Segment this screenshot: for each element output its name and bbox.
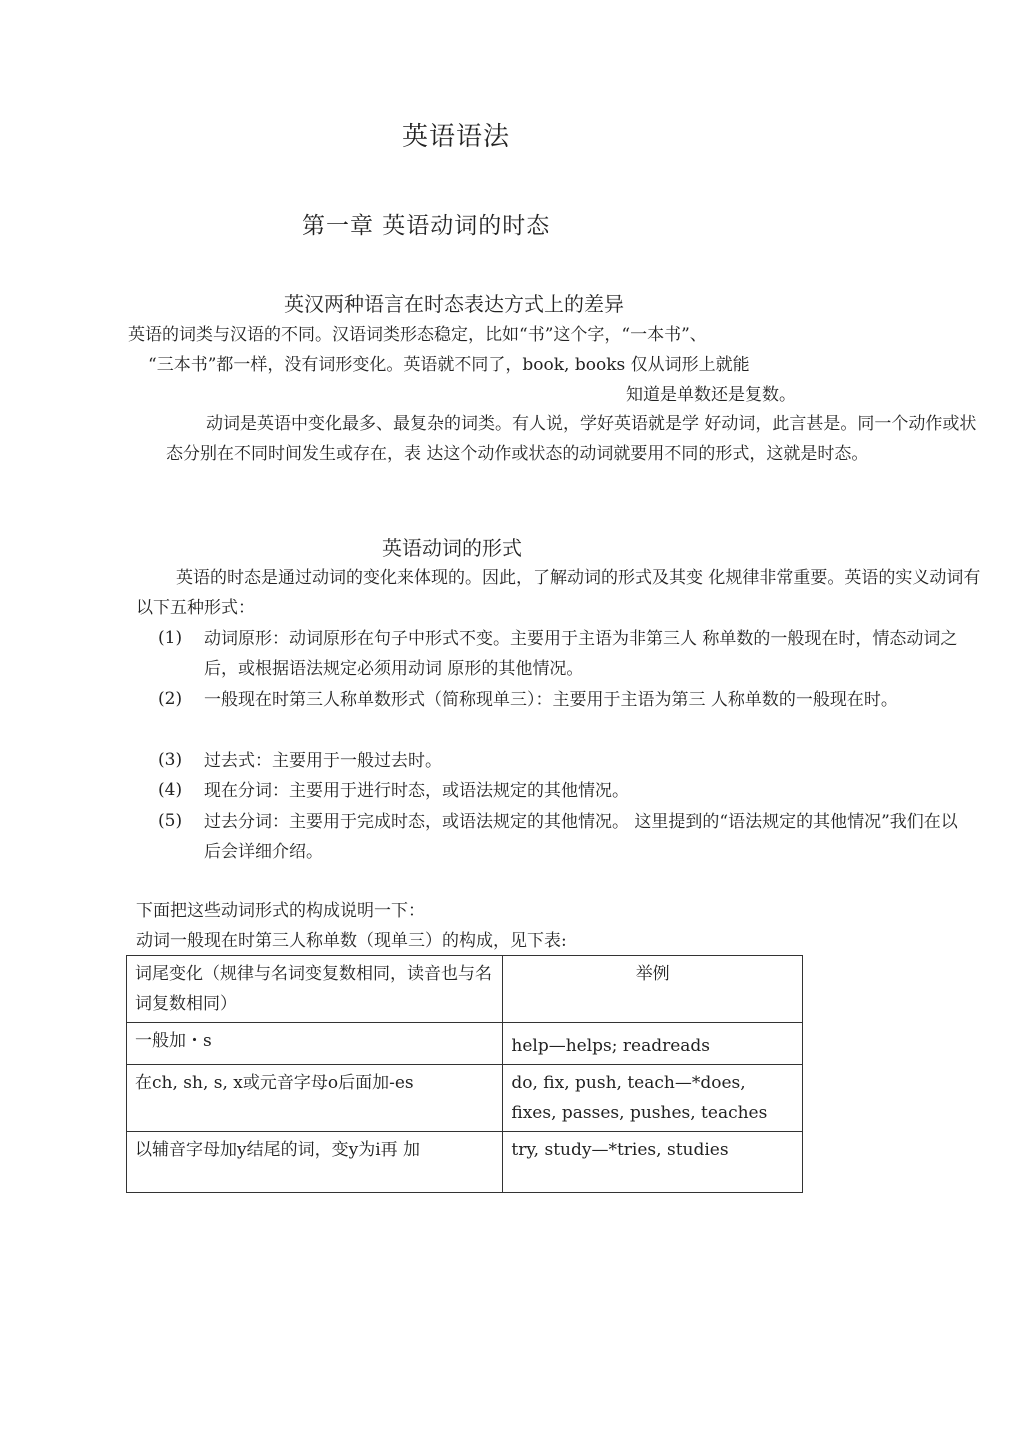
list-item-text: 现在分词：主要用于进行时态，或语法规定的其他情况。 — [204, 781, 629, 801]
section1-paragraph1-line1: 英语的词类与汉语的不同。汉语词类形态稳定，比如“书”这个字，“一本书”、 — [128, 325, 707, 345]
list-item-number: (1) — [158, 628, 183, 648]
section1-paragraph2: 动词是英语中变化最多、最复杂的词类。有人说，学好英语就是学 好动词，此言甚是。同一个动作或状态分别在不同时间发生或存在，表 达这个动作或状态的动词就要用不同的形式，这就是时态。 — [166, 414, 977, 464]
list-item-text: 过去分词：主要用于完成时态，或语法规定的其他情况。 这里提到的“语法规定的其他情况”我们在以后会详细介绍。 — [204, 812, 958, 862]
table-header-cell: 举例 — [503, 956, 803, 1023]
list-item-text: 一般现在时第三人称单数形式（简称现单三）：主要用于主语为第三 人称单数的一般现在时。 — [204, 690, 898, 710]
list-item-number: (4) — [158, 780, 183, 800]
document-title: 英语语法 — [402, 122, 511, 152]
section1-paragraph1-line2: “三本书”都一样，没有词形变化。英语就不同了，book, books 仅从词形上就能 — [148, 355, 750, 375]
chapter-title: 第一章 英语动词的时态 — [302, 213, 551, 239]
list-item-number: (3) — [158, 750, 183, 770]
table-cell: 一般加・s — [127, 1023, 503, 1065]
note-line2: 动词一般现在时第三人称单数（现单三）的构成，见下表: — [136, 931, 567, 951]
table-cell: help—helps; readreads — [503, 1023, 803, 1065]
table-row — [127, 1132, 803, 1193]
table-header-cell: 词尾变化（规律与名词变复数相同，读音也与名词复数相同） — [127, 956, 503, 1023]
section1-heading: 英汉两种语言在时态表达方式上的差异 — [284, 292, 624, 316]
list-item-number: (2) — [158, 689, 183, 709]
section1-paragraph1-line3: 知道是单数还是复数。 — [626, 385, 796, 405]
section2-intro: 英语的时态是通过动词的变化来体现的。因此，了解动词的形式及其变 化规律非常重要。英语的实义动词有以下五种形式： — [136, 568, 981, 618]
table-row — [127, 1065, 803, 1132]
table-header-row — [127, 956, 803, 1023]
table-cell: 在ch, sh, s, x或元音字母o后面加-es — [127, 1065, 503, 1132]
section2-heading: 英语动词的形式 — [382, 536, 522, 560]
note-line1: 下面把这些动词形式的构成说明一下： — [136, 901, 425, 921]
third-person-singular-table — [126, 955, 803, 1193]
table-cell: try, study—*tries, studies — [503, 1132, 803, 1193]
table-cell: 以辅音字母加y结尾的词，变y为i再 加 — [127, 1132, 503, 1193]
list-item-text: 过去式：主要用于一般过去时。 — [204, 751, 442, 771]
table-row — [127, 1023, 803, 1065]
table-cell: do, fix, push, teach—*does, fixes, passes, pushes, teaches — [503, 1065, 803, 1132]
list-item-text: 动词原形：动词原形在句子中形式不变。主要用于主语为非第三人 称单数的一般现在时，情态动词之后，或根据语法规定必须用动词 原形的其他情况。 — [204, 629, 958, 679]
list-item-number: (5) — [158, 811, 183, 831]
